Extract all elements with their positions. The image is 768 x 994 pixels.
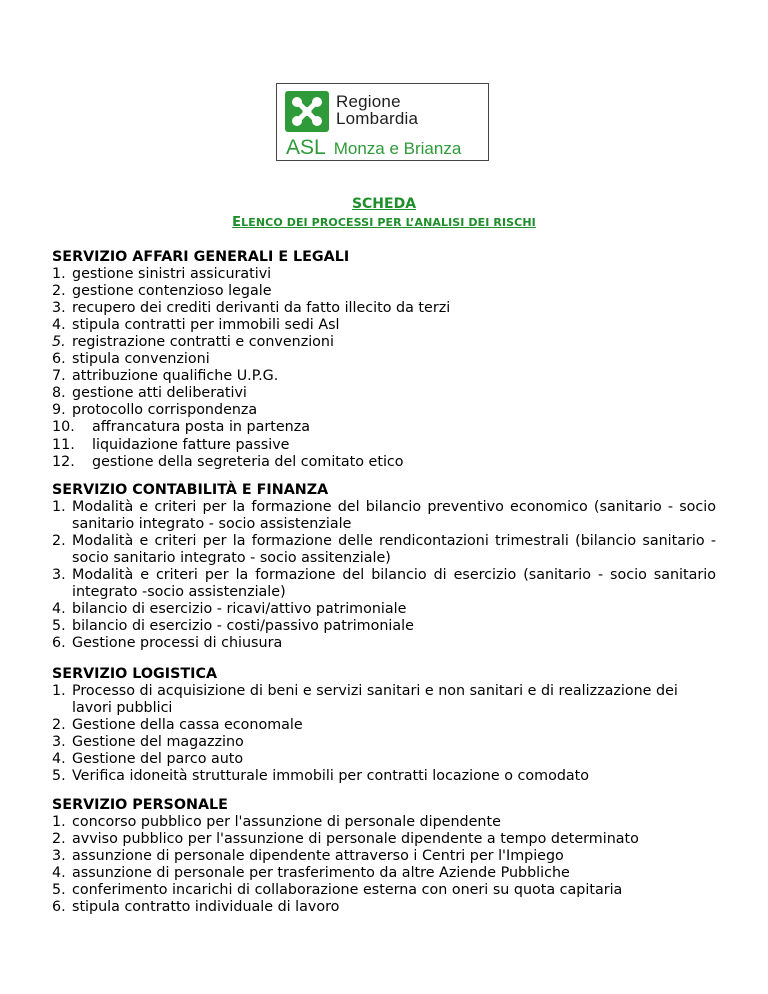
- item-text: gestione della segreteria del comitato etico: [92, 453, 404, 470]
- item-text: stipula convenzioni: [72, 351, 210, 368]
- item-text: gestione contenzioso legale: [72, 283, 272, 300]
- list-item: [52, 635, 716, 652]
- list-item: [52, 831, 716, 848]
- region-line-2: Lombardia: [336, 109, 419, 128]
- list-item: [52, 717, 716, 734]
- regione-lombardia-logo-icon: [285, 91, 329, 132]
- list-item: [52, 865, 716, 882]
- item-text: affrancatura posta in partenza: [92, 419, 310, 436]
- list-item: [52, 402, 716, 419]
- list-item: [52, 734, 716, 751]
- item-number: 10.: [52, 419, 75, 436]
- item-text: bilancio di esercizio - costi/passivo patrimoniale: [72, 618, 414, 635]
- process-list: [52, 683, 716, 785]
- section-title: SERVIZIO LOGISTICA: [52, 666, 218, 682]
- item-text: concorso pubblico per l'assunzione di personale dipendente: [72, 814, 501, 831]
- item-number: 5.: [52, 334, 66, 351]
- item-text: conferimento incarichi di collaborazione esterna con oneri su quota capitaria: [72, 882, 623, 899]
- list-item: [52, 618, 716, 635]
- asl-acronym: ASL: [286, 136, 326, 159]
- list-item: [52, 567, 716, 601]
- subtitle-rest: LENCO DEI PROCESSI PER L’ANALISI DEI RISCHI: [241, 216, 536, 229]
- list-item: [52, 899, 716, 916]
- item-text: Gestione del parco auto: [72, 751, 244, 768]
- list-item: [52, 300, 716, 317]
- section-personale: [52, 797, 716, 916]
- list-item: [52, 437, 716, 454]
- asl-label: [277, 135, 488, 160]
- section-contabilita-finanza: [52, 482, 716, 652]
- list-item: [52, 751, 716, 768]
- item-number: 4.: [52, 601, 66, 618]
- list-item: [52, 283, 716, 300]
- process-list: [52, 266, 716, 471]
- item-number: 3.: [52, 848, 66, 865]
- item-number: 7.: [52, 368, 66, 385]
- section-logistica: [52, 666, 716, 785]
- item-text: assunzione di personale dipendente attraverso i Centri per l'Impiego: [72, 848, 564, 865]
- list-item: [52, 533, 716, 567]
- item-text: attribuzione qualifiche U.P.G.: [72, 368, 279, 385]
- item-number: 3.: [52, 300, 66, 317]
- list-item: [52, 351, 716, 368]
- item-text: protocollo corrispondenza: [72, 402, 258, 419]
- section-affari-generali: [52, 249, 716, 471]
- region-line-1: Regione: [336, 92, 401, 111]
- item-text: avviso pubblico per l'assunzione di personale dipendente a tempo determinato: [72, 831, 639, 848]
- item-text: stipula contratto individuale di lavoro: [72, 899, 340, 916]
- list-item: [52, 683, 716, 717]
- list-item: [52, 368, 716, 385]
- process-list: [52, 814, 716, 916]
- item-number: 3.: [52, 567, 66, 584]
- item-number: 6.: [52, 351, 66, 368]
- item-number: 1.: [52, 499, 66, 516]
- item-text: assunzione di personale per trasferimento da altre Aziende Pubbliche: [72, 865, 570, 882]
- item-number: 5.: [52, 882, 66, 899]
- item-text: Gestione del magazzino: [72, 734, 244, 751]
- item-text: registrazione contratti e convenzioni: [72, 334, 334, 351]
- list-item: [52, 499, 716, 533]
- list-item: [52, 317, 716, 334]
- item-text: stipula contratti per immobili sedi Asl: [72, 317, 340, 334]
- item-number: 2.: [52, 717, 66, 734]
- item-number: 4.: [52, 865, 66, 882]
- item-number: 1.: [52, 814, 66, 831]
- item-number: 1.: [52, 266, 66, 283]
- asl-area: Monza e Brianza: [333, 139, 462, 158]
- item-text: gestione atti deliberativi: [72, 385, 247, 402]
- item-number: 4.: [52, 317, 66, 334]
- item-number: 12.: [52, 453, 75, 470]
- item-number: 4.: [52, 751, 66, 768]
- list-item: [52, 882, 716, 899]
- item-text: bilancio di esercizio - ricavi/attivo patrimoniale: [72, 601, 407, 618]
- item-text: Gestione processi di chiusura: [72, 635, 283, 652]
- list-item: [52, 814, 716, 831]
- document-subtitle: [0, 214, 768, 231]
- list-item: [52, 385, 716, 402]
- item-number: 9.: [52, 402, 66, 419]
- item-number: 2.: [52, 533, 66, 550]
- section-title: SERVIZIO AFFARI GENERALI E LEGALI: [52, 249, 350, 265]
- item-number: 5.: [52, 768, 66, 785]
- item-number: 3.: [52, 734, 66, 751]
- subtitle-initial: E: [232, 215, 242, 230]
- item-text: Modalità e criteri per la formazione del bilancio preventivo economico (sanitario - socio sanitario integrato - socio assistenziale: [72, 499, 716, 533]
- item-number: 8.: [52, 385, 66, 402]
- list-item: [52, 848, 716, 865]
- process-list: [52, 499, 716, 652]
- item-text: Processo di acquisizione di beni e servizi sanitari e non sanitari e di realizzazione dei lavori pubblici: [72, 683, 678, 717]
- item-text: liquidazione fatture passive: [92, 436, 290, 453]
- item-number: 1.: [52, 683, 66, 700]
- item-text: recupero dei crediti derivanti da fatto illecito da terzi: [72, 300, 451, 317]
- item-text: gestione sinistri assicurativi: [72, 266, 272, 283]
- list-item: [52, 454, 716, 471]
- document-title: SCHEDA: [351, 196, 417, 212]
- list-item: [52, 768, 716, 785]
- section-title: SERVIZIO CONTABILITÀ E FINANZA: [52, 482, 329, 498]
- item-number: 11.: [52, 436, 75, 453]
- item-number: 5.: [52, 618, 66, 635]
- item-text: Gestione della cassa economale: [72, 717, 303, 734]
- item-text: Modalità e criteri per la formazione delle rendicontazioni trimestrali (bilancio sanitario - socio sanitario integrato - socio assitenziale): [72, 533, 716, 567]
- asl-logo: [276, 83, 489, 161]
- section-title: SERVIZIO PERSONALE: [52, 797, 228, 813]
- item-text: Verifica idoneità strutturale immobili per contratti locazione o comodato: [72, 768, 590, 785]
- item-number: 6.: [52, 635, 66, 652]
- list-item: [52, 419, 716, 436]
- item-text: Modalità e criteri per la formazione del bilancio di esercizio (sanitario - socio sanitario integrato -socio assistenziale): [72, 567, 716, 601]
- list-item: [52, 334, 716, 351]
- region-name: [336, 93, 418, 127]
- item-number: 6.: [52, 899, 66, 916]
- list-item: [52, 266, 716, 283]
- item-number: 2.: [52, 831, 66, 848]
- item-number: 2.: [52, 283, 66, 300]
- list-item: [52, 601, 716, 618]
